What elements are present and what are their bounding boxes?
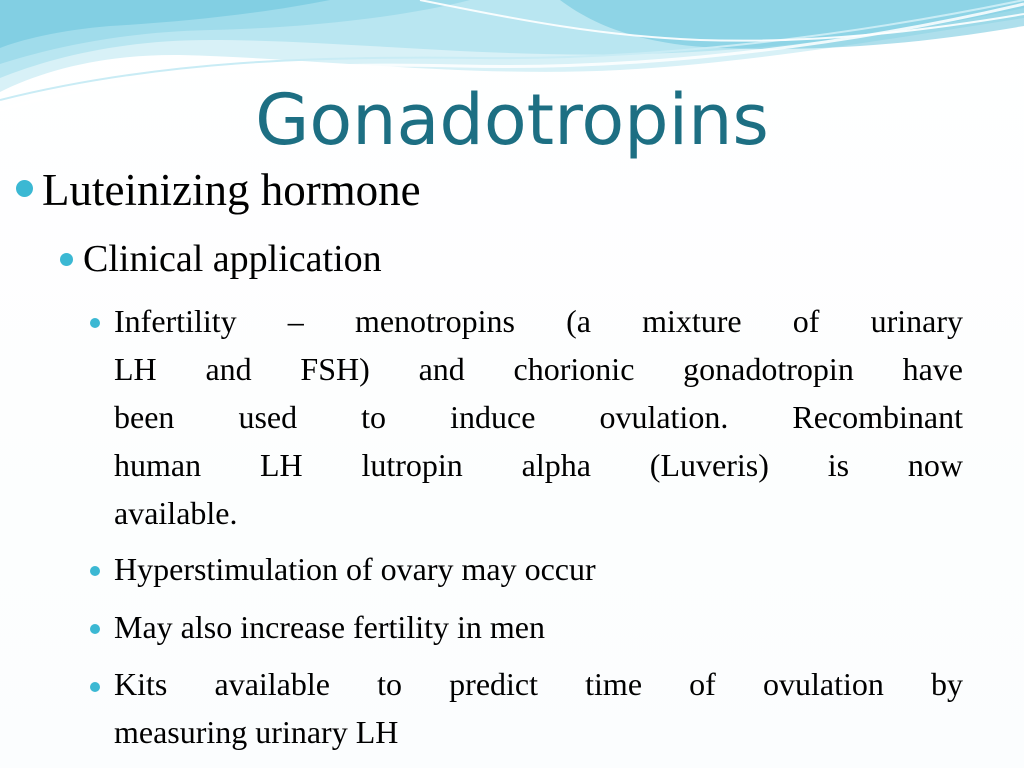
level3-item [114, 603, 963, 651]
level3-line: Infertility – menotropins (a mixture of urinary [114, 303, 963, 339]
bullet-icon [90, 318, 100, 328]
bullet-icon [16, 180, 33, 197]
level3-line: available. [114, 495, 238, 531]
level3-line: Hyperstimulation of ovary may occur [114, 551, 596, 587]
level3-line: May also increase fertility in men [114, 609, 545, 645]
level3-line: LH and FSH) and chorionic gonadotropin have [114, 351, 963, 387]
level3-line: human LH lutropin alpha (Luveris) is now [114, 447, 963, 483]
level1-item: Luteinizing hormone [42, 165, 421, 215]
level3-item [114, 297, 963, 537]
bullet-icon [60, 253, 73, 266]
bullet-icon [90, 566, 100, 576]
level3-item [114, 660, 963, 756]
level2-item: Clinical application [83, 238, 382, 280]
level3-item [114, 545, 963, 593]
level3-line: been used to induce ovulation. Recombinant [114, 399, 963, 435]
level3-line: Kits available to predict time of ovulation by [114, 666, 963, 702]
bullet-icon [90, 682, 100, 692]
bullet-icon [90, 624, 100, 634]
slide-title: Gonadotropins [255, 79, 769, 161]
level3-line: measuring urinary LH [114, 714, 399, 750]
